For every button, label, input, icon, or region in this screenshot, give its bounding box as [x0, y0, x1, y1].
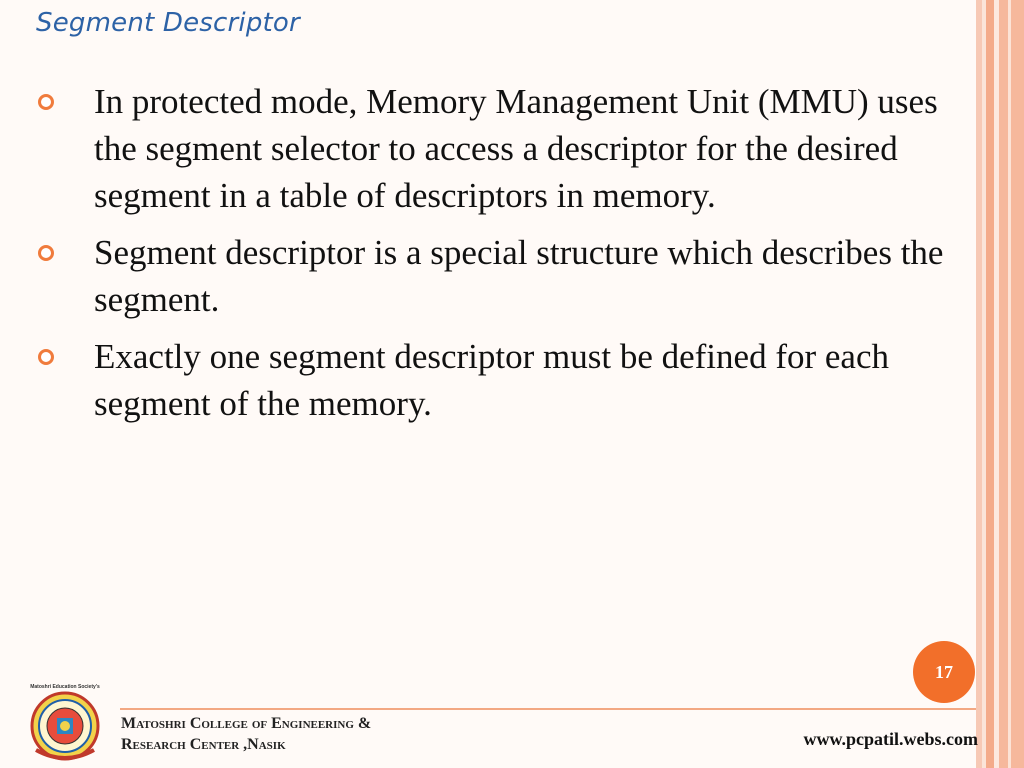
college-name	[121, 713, 371, 755]
hollow-circle-bullet-icon	[38, 245, 54, 261]
bullet-item	[36, 229, 976, 323]
logo-caption: Matoshri Education Society's	[30, 684, 100, 690]
college-name-line: Research Center ,Nasik	[121, 736, 286, 753]
slide-title: Segment Descriptor	[36, 8, 300, 38]
website-url: www.pcpatil.webs.com	[803, 729, 978, 749]
decor-stripe	[986, 0, 994, 768]
footer-divider	[120, 708, 976, 710]
hollow-circle-bullet-icon	[38, 94, 54, 110]
college-name-line: Matoshri College of Engineering &	[121, 715, 372, 732]
bullet-item	[36, 333, 976, 427]
bullet-list	[36, 78, 976, 437]
bullet-text: In protected mode, Memory Management Unit (MMU) uses the segment selector to access a descriptor for the desired segment in a table of descriptors in memory.	[94, 82, 938, 215]
decor-stripe	[1008, 0, 1011, 768]
decor-stripe	[999, 0, 1024, 768]
hollow-circle-bullet-icon	[38, 349, 54, 365]
college-emblem-icon	[22, 682, 108, 766]
bullet-text: Exactly one segment descriptor must be defined for each segment of the memory.	[94, 337, 889, 423]
bullet-text: Segment descriptor is a special structure which describes the segment.	[94, 233, 944, 319]
page-number-badge: 17	[913, 641, 975, 703]
bullet-item	[36, 78, 976, 219]
